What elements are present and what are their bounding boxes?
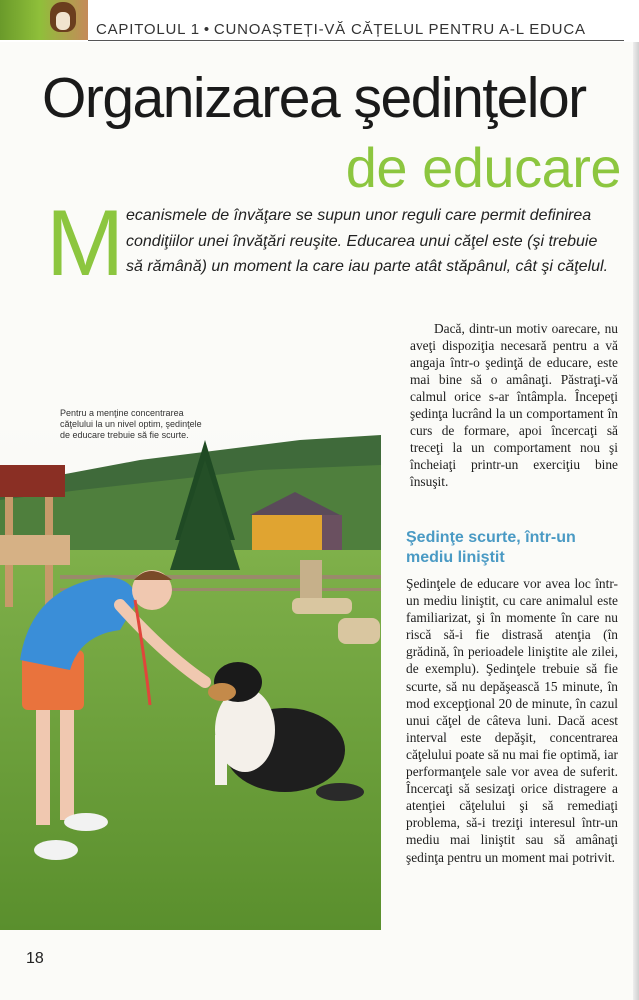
page-edge [633,0,639,1000]
chapter-title: CUNOAȘTEȚI-VĂ CĂȚELUL PENTRU A-L EDUCA [213,21,586,38]
photo-caption: Pentru a menţine concentrarea căţelului la un nivel optim, şedinţele de educare trebuie să fie scurte. [60,408,202,440]
page-title-line2: de educare [345,136,621,199]
thumbnail-dog-face [56,12,70,30]
chapter-label: CAPITOLUL 1 [96,21,200,38]
column-paragraph-2: Şedinţele de educare vor avea loc într-un mediu liniştit, cu care animalul este familiarizat, şi în momente în care nu riscă să-i fie distrasă atenţia (în grădină, în perioadele liniştite ale zilei, de exemplu). Şedinţele trebuie să fie scurte, să nu depăşească 15 minute, în mod excepţional 20 de minute, în cazul unui căţel de câteva luni. Dacă acest interval este depăşit, concentrarea căţelului poate să nu mai fie optimă, iar performanţele sale vor avea de suferit. Încercaţi să sesizaţi orice distragere a atenţiei căţelului şi să remediaţi problema, să-i treziţi interesul într-un mediu mai liniştit sau să amânaţi şedinţa pentru un moment mai potrivit. [406,576,618,865]
chapter-bullet: • [203,21,210,38]
section-subheading: Şedinţe scurte, într-un mediu liniştit [406,529,576,566]
page-number: 18 [26,950,44,967]
drop-cap: M [46,190,125,295]
intro-paragraph: ecanismele de învăţare se supun unor reguli care permit definirea condiţiilor unei învăţări reuşite. Educarea unui căţel este (şi trebuie să rămână) un moment la care iau parte atât stăpânul, cât şi căţelul. [126,207,609,275]
photo-man-training-dog [0,420,381,930]
chapter-heading [96,21,586,38]
column-paragraph-1: Dacă, dintr-un motiv oarecare, nu aveţi dispoziţia necesară pentru a vă angaja într-o şedinţă de educare, este mai bine să o amânaţi. Păstraţi-vă calmul orice s-ar întâmpla. Începeţi şedinţa lucrând la un comportament în curs de formare, apoi încercaţi să treceţi la un comportament nou şi încheiaţi printr-un exerciţiu bine însuşit. [410,321,618,489]
header-thumbnail-dog-photo [0,0,88,40]
photo-illustration [0,420,381,930]
header-rule [88,40,624,41]
page-title-line1: Organizarea şedinţelor [42,66,586,130]
